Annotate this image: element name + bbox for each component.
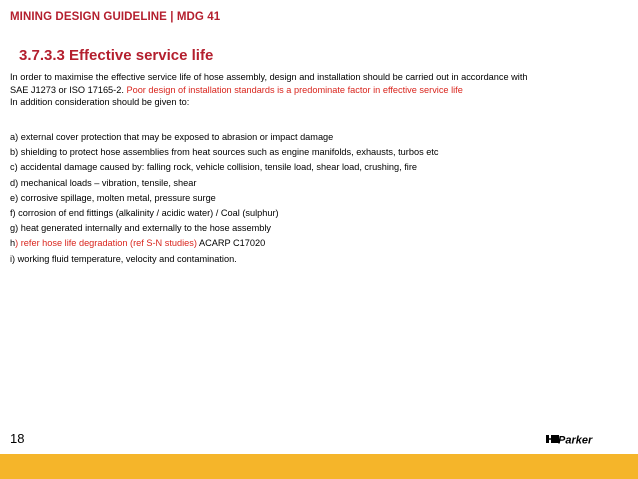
consideration-list — [10, 130, 632, 267]
list-item-i: i) working fluid temperature, velocity and contamination. — [10, 253, 237, 264]
document-header: MINING DESIGN GUIDELINE | MDG 41 — [10, 11, 221, 23]
intro-paragraph — [10, 71, 632, 109]
intro-warning-text: Poor design of installation standards is a predominate factor in effective service life — [126, 84, 463, 95]
list-item-g: g) heat generated internally and externally to the hose assembly — [10, 223, 271, 234]
list-item-a: a) external cover protection that may be exposed to abrasion or impact damage — [10, 132, 334, 142]
svg-text:Parker: Parker — [558, 434, 593, 447]
intro-line-2 — [10, 84, 632, 97]
list-item-e: e) corrosive spillage, molten metal, pressure surge — [10, 192, 216, 203]
list-item-h — [10, 236, 632, 251]
list-item-h-reference: ACARP C17020 — [196, 238, 266, 249]
intro-standards-text: SAE J1273 or ISO 17165-2. — [10, 84, 127, 95]
list-item-b: b) shielding to protect hose assemblies from heat sources such as engine manifolds, exhausts, turbos etc — [10, 147, 439, 158]
page-number: 18 — [10, 431, 25, 446]
intro-line-3: In addition consideration should be given to: — [10, 97, 190, 107]
list-item-c: c) accidental damage caused by: falling rock, vehicle collision, tensile load, shear load, crushing, fire — [10, 162, 418, 173]
section-title: 3.7.3.3 Effective service life — [19, 47, 214, 64]
list-item-h-red-text: ) refer hose life degradation (ref S-N studies) — [15, 238, 197, 249]
list-item-d: d) mechanical loads – vibration, tensile, shear — [10, 177, 197, 188]
list-item-h-letter: h — [10, 238, 16, 249]
list-item-f: f) corrosion of end fittings (alkalinity / acidic water) / Coal (sulphur) — [10, 208, 279, 219]
parker-logo — [546, 430, 601, 448]
footer-bar — [0, 454, 638, 479]
intro-line-1: In order to maximise the effective service life of hose assembly, design and installation should be carried out in accordance with — [10, 72, 528, 82]
